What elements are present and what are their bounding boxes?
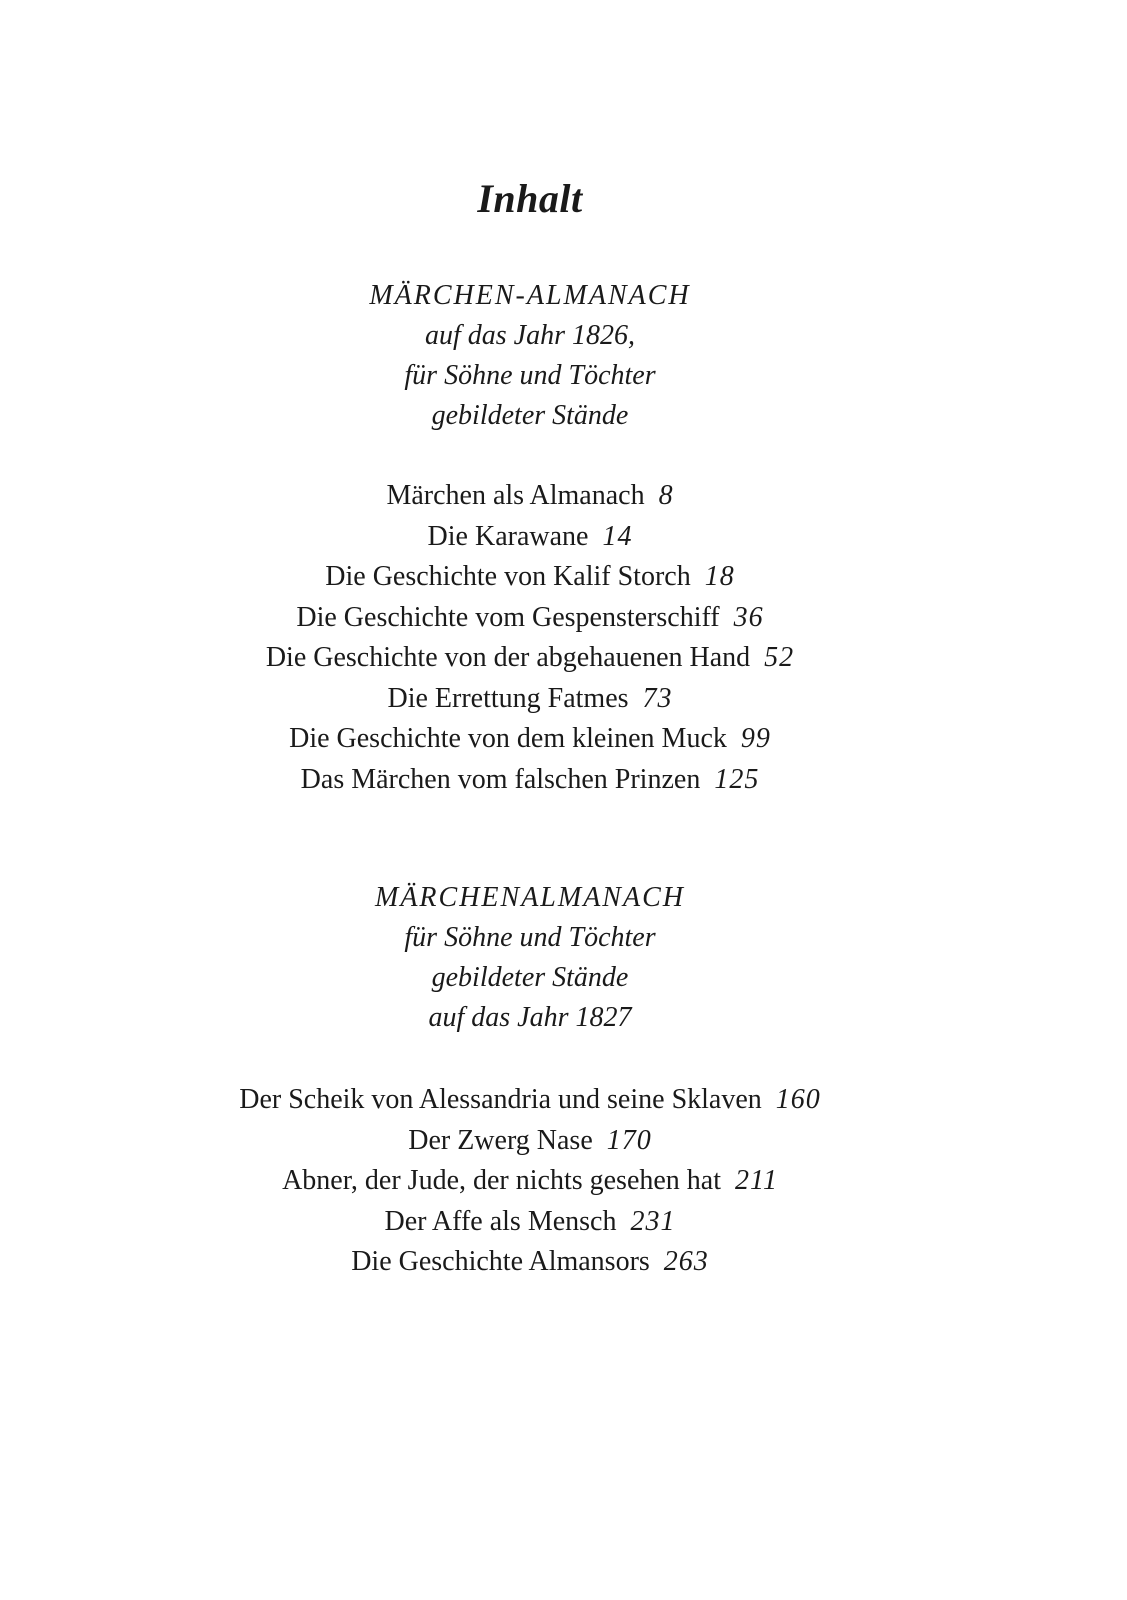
section-subtitle-line: auf das Jahr 1827 [428,1002,632,1033]
toc-entry-title: Die Geschichte vom Gespensterschiff [296,601,720,633]
toc-entry-title: Der Zwerg Nase [408,1124,593,1156]
toc-entry-title: Märchen als Almanach [386,480,645,511]
toc-entry-page: 211 [735,1165,778,1196]
toc-entry-title: Die Geschichte von dem kleinen Muck [289,723,727,754]
toc-entry-title: Die Geschichte von der abgehauenen Hand [265,642,751,673]
toc-entry-page: 18 [704,561,735,592]
toc-entry [0,719,1060,760]
section-subtitle-line: für Söhne und Töchter [404,360,656,391]
toc-entry-title: Der Scheik von Alessandria und seine Sklaven [239,1084,762,1115]
toc-entry [0,517,1060,558]
toc-entry-page: 73 [642,682,673,714]
toc-entry-page: 36 [733,601,764,633]
section-heading-1826 [0,276,1060,436]
toc-entry-title: Die Geschichte von Kalif Storch [325,561,691,592]
toc-entry-page: 231 [630,1205,676,1237]
toc-entry [0,638,1060,679]
toc-entry-page: 14 [602,520,633,552]
toc-entry-page: 160 [775,1084,821,1115]
section-subtitle-line: für Söhne und Töchter [404,922,656,953]
toc-entry [0,1202,1060,1243]
toc-entry-page: 99 [740,723,771,754]
toc-entry-title: Abner, der Jude, der nichts gesehen hat [282,1165,722,1196]
toc-entry [0,1080,1060,1121]
toc-entry [0,760,1060,801]
toc-entry [0,476,1060,517]
toc-entry-page: 125 [714,763,760,795]
section-subtitle-line: gebildeter Stände [431,962,629,993]
section-subtitle-line: auf das Jahr 1826, [425,320,635,351]
toc-entry-title: Das Märchen vom falschen Prinzen [300,763,701,795]
toc-entry [0,679,1060,720]
toc-entry [0,557,1060,598]
section-subtitle-line: gebildeter Stände [431,400,629,431]
section-title: MÄRCHENALMANACH [375,882,685,913]
toc-list-1827 [0,1080,1060,1283]
toc-entry [0,598,1060,639]
toc-entry [0,1242,1060,1283]
toc-entry-page: 263 [663,1246,709,1277]
toc-entry [0,1121,1060,1162]
toc-entry-title: Die Errettung Fatmes [387,682,629,714]
toc-entry-title: Die Geschichte Almansors [351,1246,650,1277]
toc-entry-page: 170 [606,1124,652,1156]
toc-entry-page: 52 [764,642,795,673]
toc-entry-title: Der Affe als Mensch [384,1205,617,1237]
section-title: MÄRCHEN-ALMANACH [369,280,691,311]
toc-entry [0,1161,1060,1202]
toc-entry-title: Die Karawane [427,520,589,552]
section-heading-1827 [0,878,1060,1038]
page-title: Inhalt [477,175,583,221]
toc-entry-page: 8 [658,480,674,511]
toc-list-1826 [0,476,1060,800]
